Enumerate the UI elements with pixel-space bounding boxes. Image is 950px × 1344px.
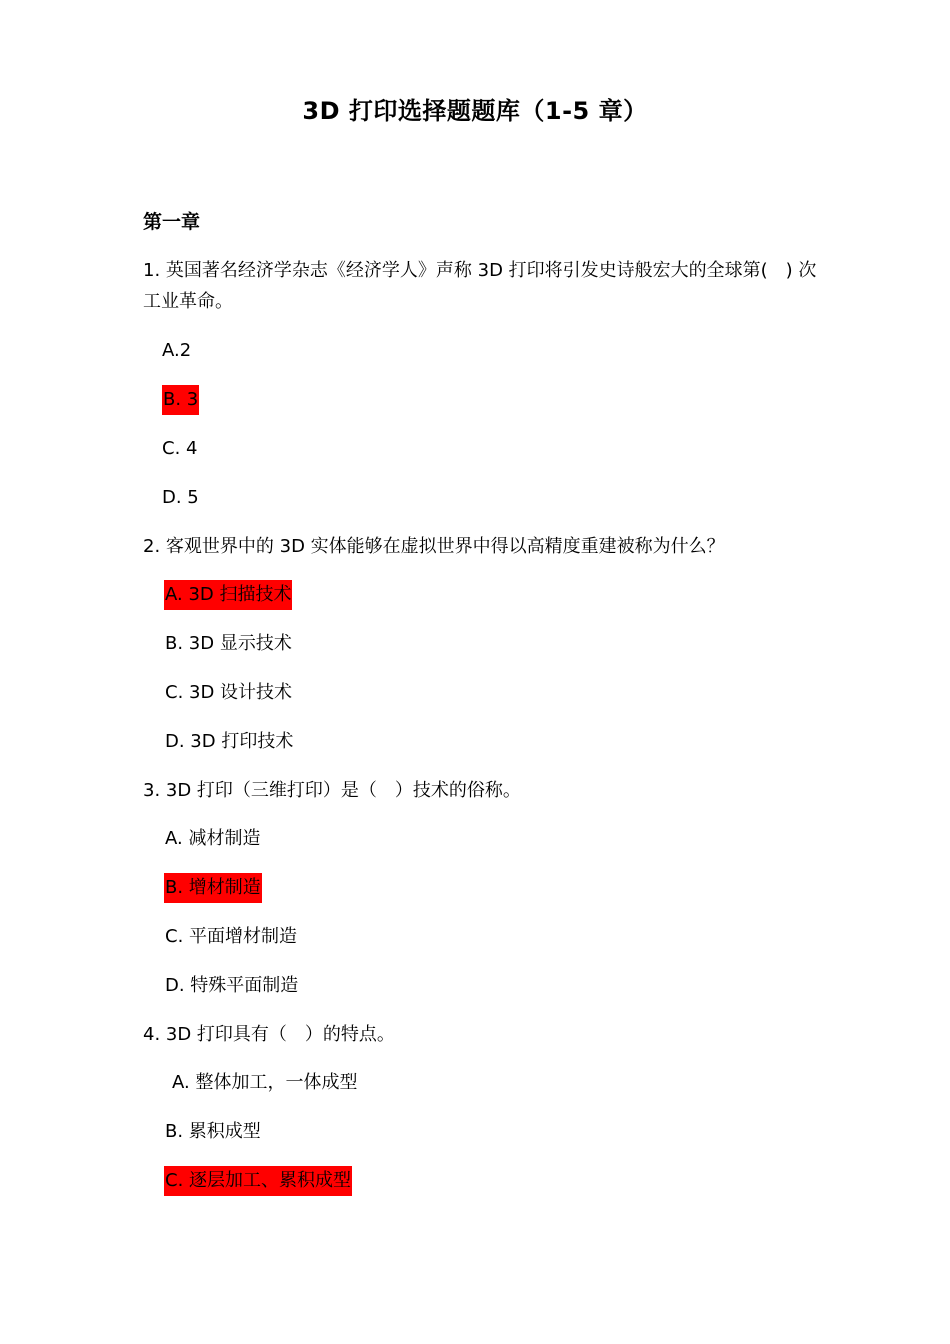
- option-a-answer: A. 3D 扫描技术: [164, 580, 292, 610]
- question-text: 2. 客观世界中的 3D 实体能够在虚拟世界中得以高精度重建被称为什么？: [143, 536, 725, 557]
- option-b-answer: B. 3: [162, 385, 199, 415]
- option-a: A. 减材制造: [165, 828, 261, 849]
- option-b-answer: B. 增材制造: [164, 873, 262, 903]
- option-d: D. 3D 打印技术: [165, 731, 294, 752]
- option-d: D. 特殊平面制造: [165, 975, 299, 996]
- option-a: A. 整体加工，一体成型: [172, 1072, 358, 1093]
- option-a: A.2: [162, 340, 192, 361]
- option-c: C. 平面增材制造: [165, 926, 298, 947]
- option-c: C. 3D 设计技术: [165, 682, 293, 703]
- option-b: B. 3D 显示技术: [165, 633, 292, 654]
- option-c-answer: C. 逐层加工、累积成型: [164, 1166, 352, 1196]
- option-b: B. 累积成型: [165, 1121, 261, 1142]
- question-text: 4. 3D 打印具有（ ）的特点。: [143, 1024, 395, 1045]
- document-title: 3D 打印选择题题库（1-5 章）: [302, 97, 648, 125]
- option-d: D. 5: [162, 487, 199, 508]
- chapter-heading: 第一章: [143, 211, 201, 233]
- question-text: 3. 3D 打印（三维打印）是（ ）技术的俗称。: [143, 780, 521, 801]
- option-c: C. 4: [162, 438, 198, 459]
- question-text: 1. 英国著名经济学杂志《经济学人》声称 3D 打印将引发史诗般宏大的全球第( ) 次工业革命。: [143, 260, 817, 312]
